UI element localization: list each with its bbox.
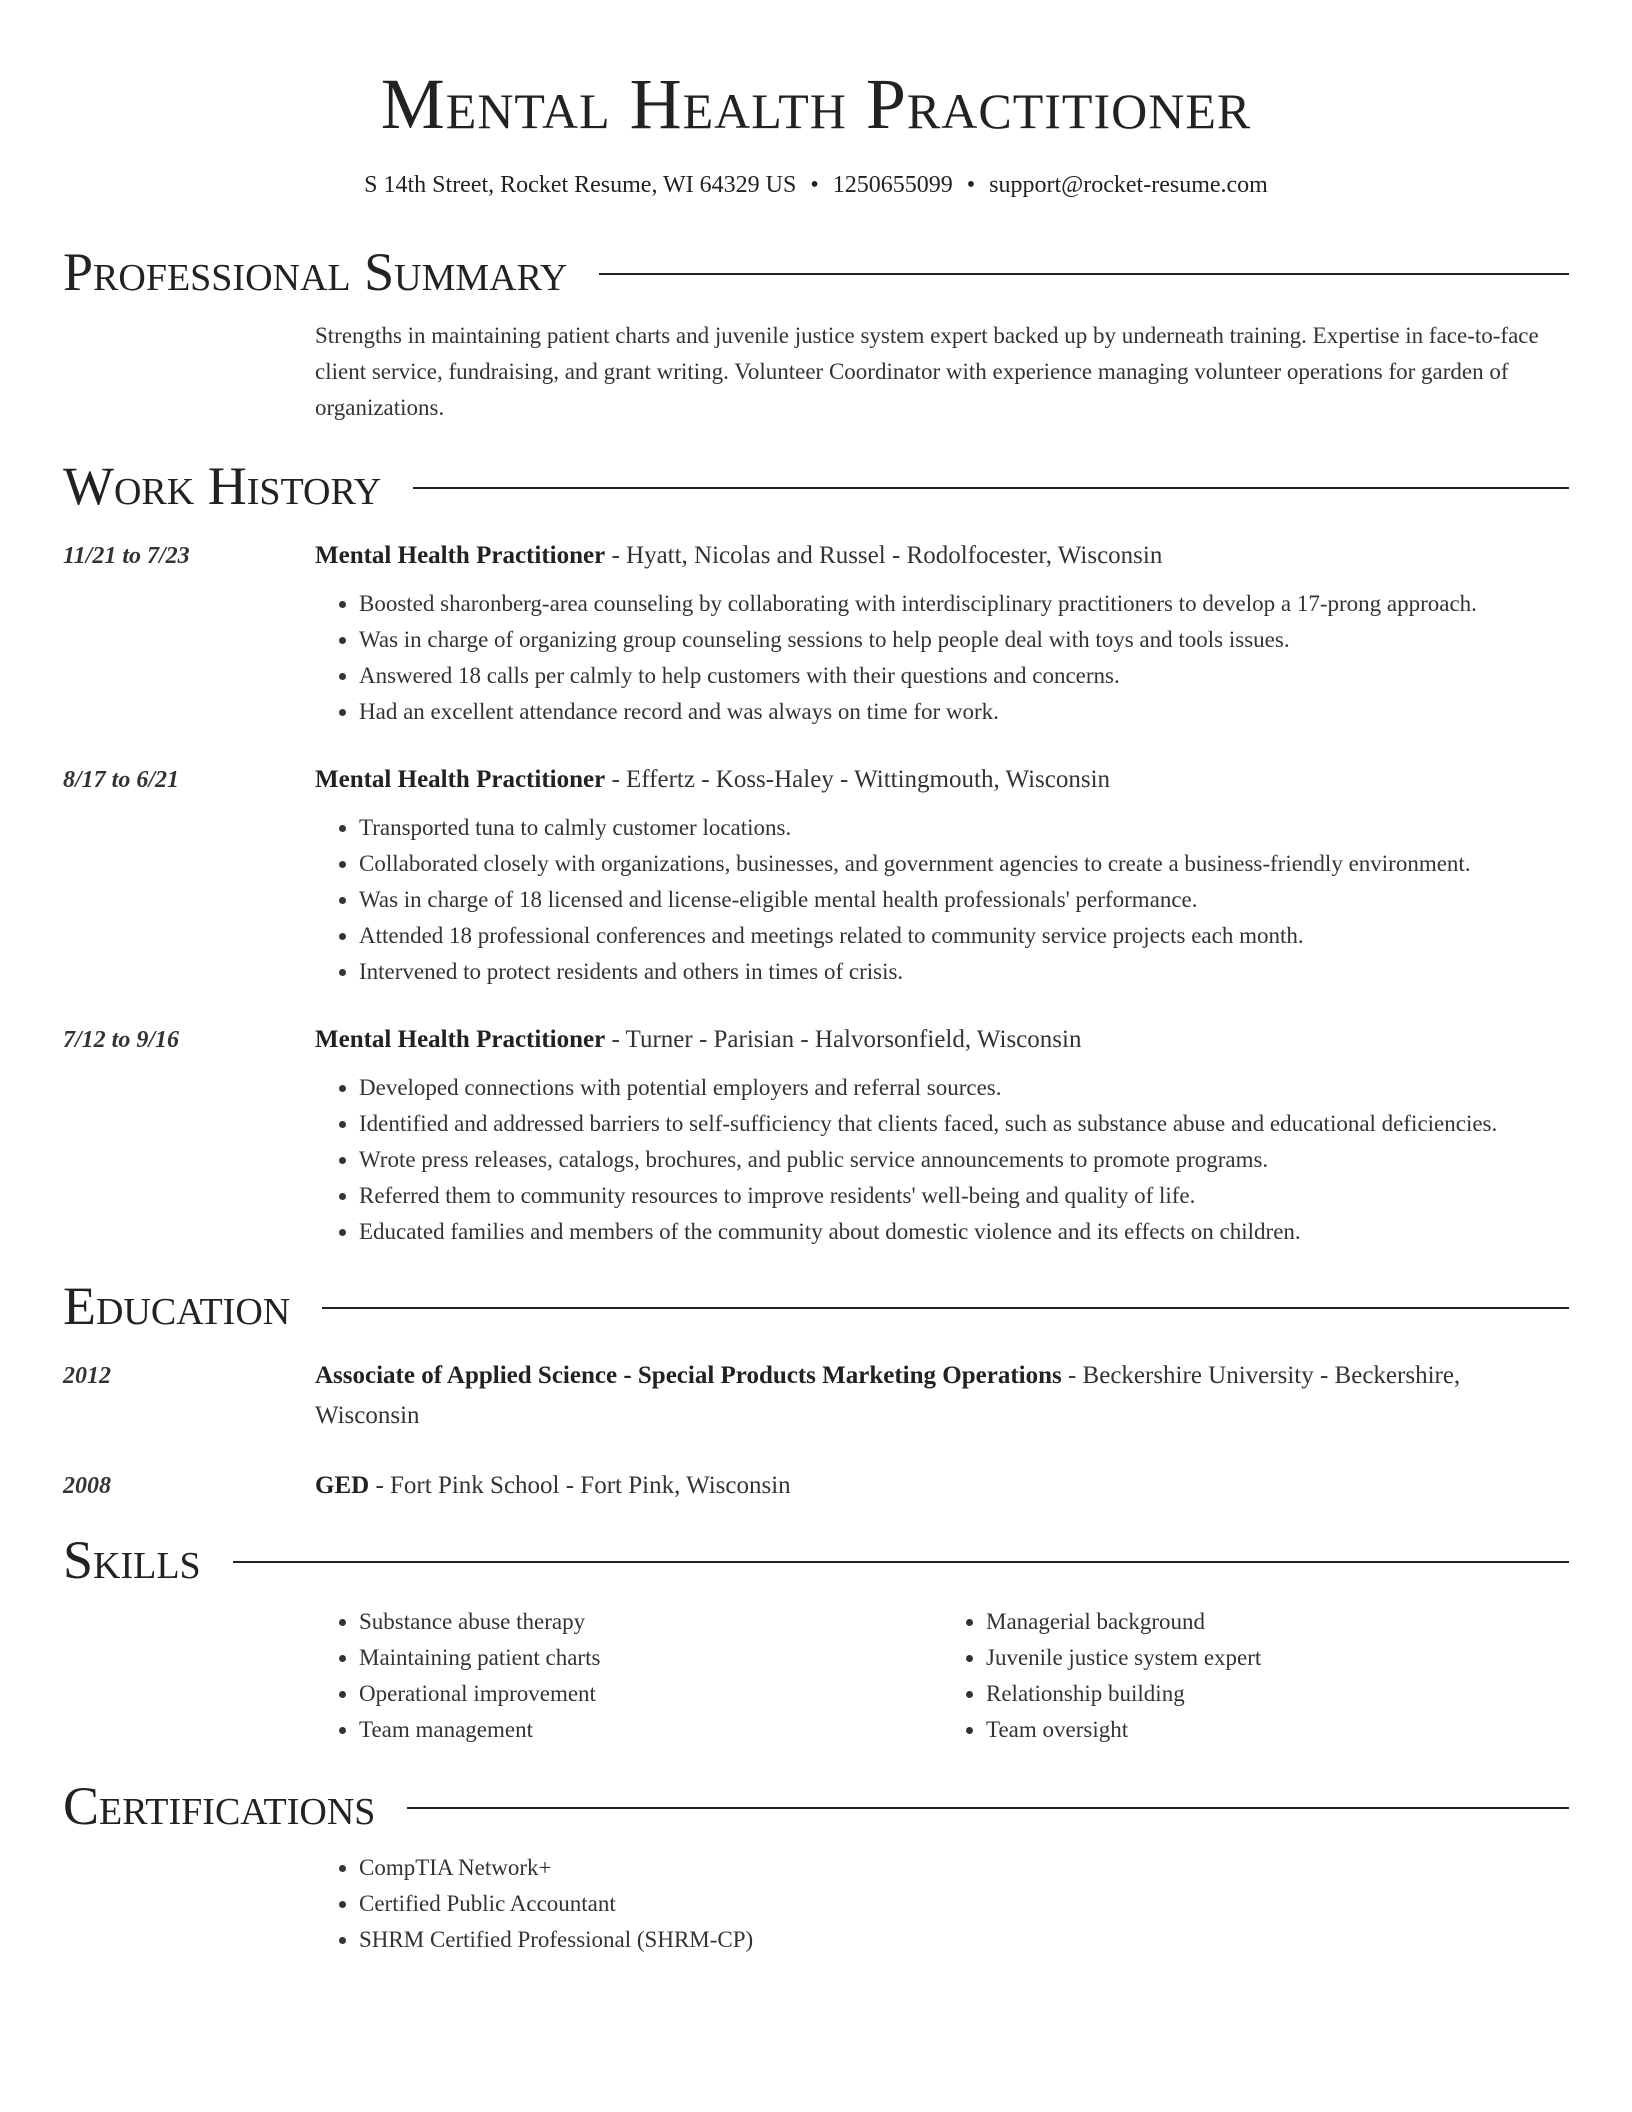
skill-item: • Managerial background (986, 1604, 1569, 1640)
list-item: • Was in charge of organizing group counseling sessions to help people deal with toys and tools issues. (359, 622, 1569, 658)
skill-item: • Maintaining patient charts (359, 1640, 942, 1676)
certification-item: • Certified Public Accountant (359, 1886, 1569, 1922)
list-item: • Transported tuna to calmly customer locations. (359, 810, 1569, 846)
job-title: Mental Health Practitioner (315, 766, 606, 793)
work-section-header (63, 454, 1569, 518)
work-entry (63, 536, 1569, 730)
work-dates: 11/21 to 7/23 (63, 543, 190, 569)
list-item: • Referred them to community resources to improve residents' well-being and quality of life. (359, 1178, 1569, 1214)
work-dates: 7/12 to 9/16 (63, 1027, 180, 1053)
job-details: - Effertz - Koss-Haley - Wittingmouth, Wisconsin (605, 766, 1111, 793)
skill-item: • Substance abuse therapy (359, 1604, 942, 1640)
certifications-section-header (63, 1774, 1569, 1838)
skills-column-right (942, 1604, 1569, 1748)
skills-grid (315, 1604, 1569, 1748)
section-title-education: Education (63, 1276, 291, 1336)
work-bullets (315, 586, 1569, 730)
job-title: Mental Health Practitioner (315, 542, 606, 569)
job-details: - Hyatt, Nicolas and Russel - Rodolfocester, Wisconsin (605, 542, 1163, 569)
degree-title: Associate of Applied Science - Special Products Marketing Operations (315, 1362, 1062, 1389)
contact-email: support@rocket-resume.com (989, 172, 1268, 198)
section-divider (407, 1807, 1569, 1809)
list-item: • Had an excellent attendance record and was always on time for work. (359, 694, 1569, 730)
summary-section-header (63, 240, 1569, 304)
contact-separator: • (966, 172, 976, 198)
education-entry (63, 1466, 1569, 1506)
section-title-skills: Skills (63, 1530, 201, 1590)
list-item: • Educated families and members of the community about domestic violence and its effects on children. (359, 1214, 1569, 1250)
education-details: - Beckershire University - Beckershire, Wisconsin (315, 1362, 1461, 1429)
education-title-line (315, 1466, 1569, 1506)
skills-section-header (63, 1528, 1569, 1592)
section-divider (233, 1561, 1569, 1563)
contact-address: S 14th Street, Rocket Resume, WI 64329 US (364, 172, 797, 198)
list-item: • Answered 18 calls per calmly to help customers with their questions and concerns. (359, 658, 1569, 694)
work-bullets (315, 1070, 1569, 1250)
list-item: • Developed connections with potential employers and referral sources. (359, 1070, 1569, 1106)
section-divider (322, 1307, 1569, 1309)
list-item: • Attended 18 professional conferences and meetings related to community service projects each month. (359, 918, 1569, 954)
work-title-line (315, 1020, 1569, 1060)
section-divider (599, 273, 1569, 275)
skill-item: • Operational improvement (359, 1676, 942, 1712)
list-item: • Was in charge of 18 licensed and license-eligible mental health professionals' performance. (359, 882, 1569, 918)
skills-column-left (315, 1604, 942, 1748)
list-item: • Intervened to protect residents and others in times of crisis. (359, 954, 1569, 990)
summary-text: Strengths in maintaining patient charts and juvenile justice system expert backed up by underneath training. Expertise in face-to-face client service, fundraising, and grant writing. Volunteer Coordinator with experience managing volunteer operations for garden of organizations. (315, 323, 1539, 420)
skill-item: • Juvenile justice system expert (986, 1640, 1569, 1676)
section-title-summary: Professional Summary (63, 242, 568, 302)
degree-title: GED (315, 1472, 370, 1499)
work-bullets (315, 810, 1569, 990)
list-item: • Identified and addressed barriers to self-sufficiency that clients faced, such as substance abuse and educational deficiencies. (359, 1106, 1569, 1142)
list-item: • Wrote press releases, catalogs, brochures, and public service announcements to promote programs. (359, 1142, 1569, 1178)
education-entry (63, 1356, 1569, 1436)
certification-item: • SHRM Certified Professional (SHRM-CP) (359, 1922, 1569, 1958)
job-title: Mental Health Practitioner (315, 1026, 606, 1053)
education-year: 2012 (63, 1363, 111, 1389)
list-item: • Boosted sharonberg-area counseling by collaborating with interdisciplinary practitioners to develop a 17-prong approach. (359, 586, 1569, 622)
section-divider (413, 487, 1569, 489)
work-entry (63, 760, 1569, 990)
education-section-header (63, 1274, 1569, 1338)
work-title-line (315, 536, 1569, 576)
skill-item: • Team management (359, 1712, 942, 1748)
contact-phone: 1250655099 (832, 172, 953, 198)
certifications-list (315, 1850, 1569, 1958)
skill-item: • Relationship building (986, 1676, 1569, 1712)
list-item: • Collaborated closely with organizations, businesses, and government agencies to create a business-friendly environment. (359, 846, 1569, 882)
job-details: - Turner - Parisian - Halvorsonfield, Wisconsin (605, 1026, 1082, 1053)
section-title-certifications: Certifications (63, 1776, 376, 1836)
certification-item: • CompTIA Network+ (359, 1850, 1569, 1886)
skill-item: • Team oversight (986, 1712, 1569, 1748)
education-year: 2008 (63, 1473, 111, 1499)
work-entry (63, 1020, 1569, 1250)
contact-line (63, 168, 1569, 202)
work-dates: 8/17 to 6/21 (63, 767, 180, 793)
contact-separator: • (810, 172, 819, 198)
section-title-work: Work History (63, 456, 382, 516)
education-details: - Fort Pink School - Fort Pink, Wisconsin (369, 1472, 791, 1499)
resume-name: Mental Health Practitioner (380, 64, 1252, 144)
education-title-line (315, 1356, 1569, 1436)
work-title-line (315, 760, 1569, 800)
